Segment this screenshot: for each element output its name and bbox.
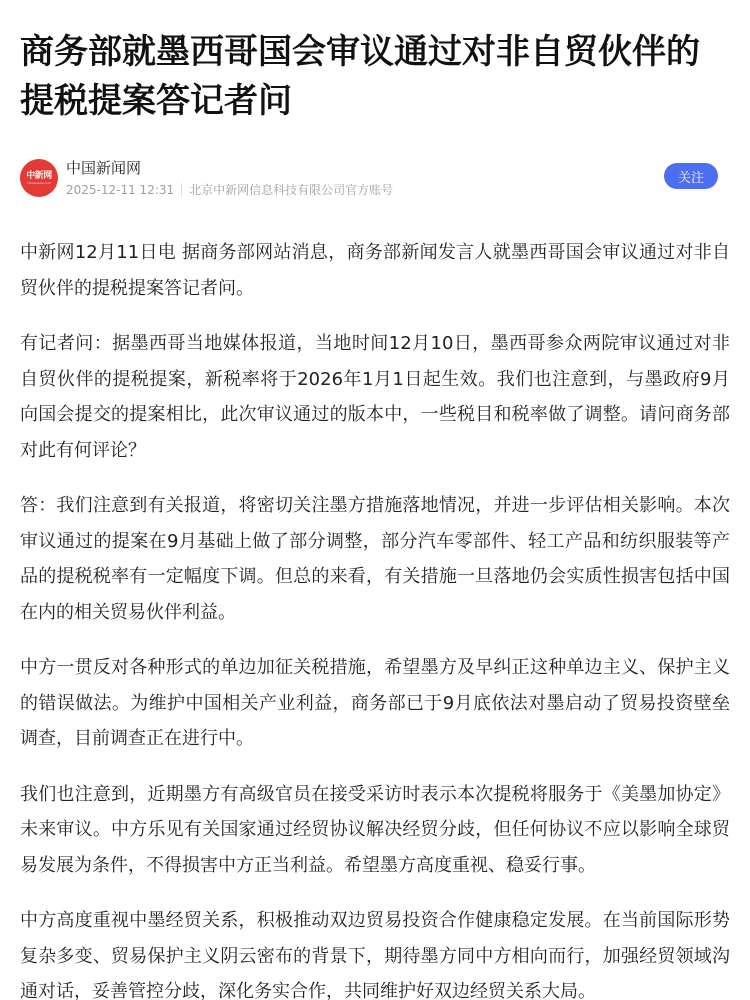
author-name[interactable]: 中国新闻网 (66, 158, 142, 177)
article-title: 商务部就墨西哥国会审议通过对非自贸伙伴的提税提案答记者问 (20, 32, 700, 121)
meta-divider (181, 183, 182, 196)
publish-datetime: 2025-12-11 12:31 (66, 182, 175, 197)
author-avatar[interactable] (20, 159, 58, 197)
author-row (20, 156, 730, 200)
account-description: 北京中新网信息科技有限公司官方账号 (189, 182, 394, 197)
avatar-logo-text: 中新网 (26, 171, 52, 181)
meta-line (66, 181, 393, 199)
paragraph: 中新网12月11日电 据商务部网站消息，商务部新闻发言人就墨西哥国会审议通过对非自贸伙伴的提税提案答记者问。 (20, 242, 730, 299)
paragraph: 中方高度重视中墨经贸关系，积极推动双边贸易投资合作健康稳定发展。在当前国际形势复杂多变、贸易保护主义阴云密布的背景下，期待墨方同中方相向而行，加强经贸领域沟通对话，妥善管控分歧，深化务实合作，共同维护好双边经贸关系大局。 (20, 910, 730, 1000)
article-body (20, 235, 730, 1000)
follow-button[interactable]: 关注 (664, 163, 718, 189)
paragraph: 答：我们注意到有关报道，将密切关注墨方措施落地情况，并进一步评估相关影响。本次审议通过的提案在9月基础上做了部分调整，部分汽车零部件、轻工产品和纺织服装等产品的提税税率有一定幅度下调。但总的来看，有关措施一旦落地仍会实质性损害包括中国在内的相关贸易伙伴利益。 (20, 495, 730, 623)
paragraph: 中方一贯反对各种形式的单边加征关税措施，希望墨方及早纠正这种单边主义、保护主义的错误做法。为维护中国相关产业利益，商务部已于9月底依法对墨启动了贸易投资壁垒调查，目前调查正在进行中。 (20, 657, 730, 749)
paragraph: 我们也注意到，近期墨方有高级官员在接受采访时表示本次提税将服务于《美墨加协定》未来审议。中方乐见有关国家通过经贸协议解决经贸分歧，但任何协议不应以影响全球贸易发展为条件，不得损害中方正当利益。希望墨方高度重视、稳妥行事。 (20, 783, 730, 876)
avatar-logo-subtext: chinanews.com (27, 181, 51, 185)
author-meta (66, 158, 393, 199)
paragraph: 有记者问：据墨西哥当地媒体报道，当地时间12月10日，墨西哥参众两院审议通过对非自贸伙伴的提税提案，新税率将于2026年1月1日起生效。我们也注意到，与墨政府9月向国会提交的提案相比，此次审议通过的版本中，一些税目和税率做了调整。请问商务部对此有何评论？ (20, 333, 730, 461)
